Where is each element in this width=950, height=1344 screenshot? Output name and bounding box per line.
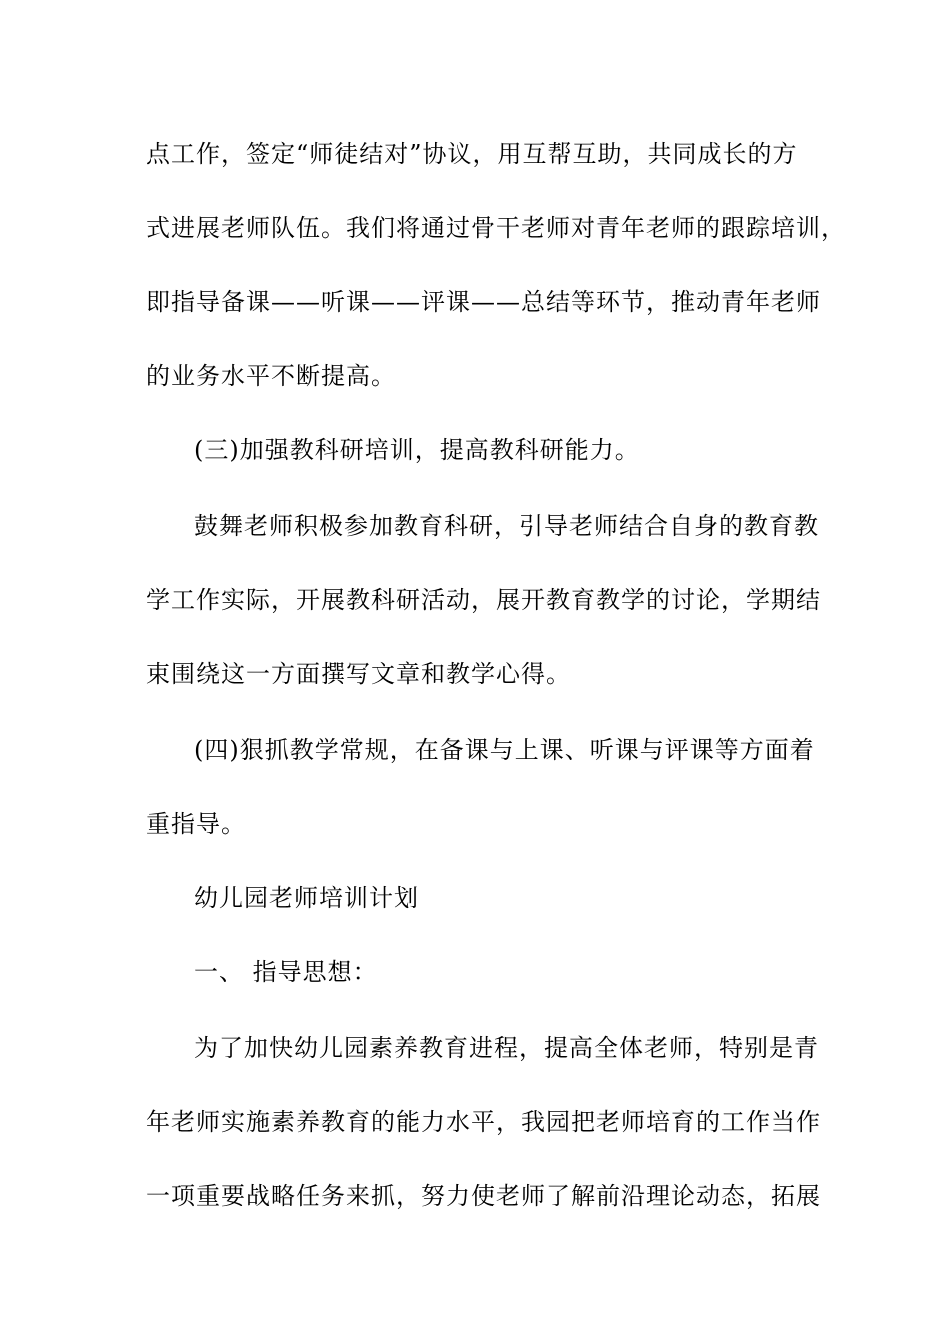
paragraph-line: 为了加快幼儿园素养教育进程，提高全体老师，特别是青 — [194, 1034, 819, 1062]
section-heading: (三)加强教科研培训，提高教科研能力。 — [194, 436, 640, 464]
paragraph-line: 一项重要战略任务来抓，努力使老师了解前沿理论动态，拓展 — [146, 1182, 821, 1210]
paragraph-line: 鼓舞老师积极参加教育科研，引导老师结合自身的教育教 — [194, 512, 819, 540]
section-heading: (四)狠抓教学常规，在备课与上课、听课与评课等方面着 — [194, 736, 815, 764]
paragraph-line: 学工作实际，开展教科研活动，展开教育教学的讨论，学期结 — [146, 586, 821, 614]
paragraph-line: 点工作，签定“师徒结对”协议，用互帮互助，共同成长的方 — [146, 140, 798, 168]
section-heading: 一、 指导思想： — [194, 958, 378, 986]
document-title: 幼儿园老师培训计划 — [194, 884, 419, 912]
paragraph-line: 年老师实施素养教育的能力水平，我园把老师培育的工作当作 — [146, 1108, 821, 1136]
paragraph-line: 重指导。 — [146, 810, 246, 838]
paragraph-line: 式进展老师队伍。我们将通过骨干老师对青年老师的跟踪培训， — [146, 214, 846, 242]
paragraph-line: 束围绕这一方面撰写文章和教学心得。 — [146, 660, 571, 688]
paragraph-line: 的业务水平不断提高。 — [146, 362, 396, 390]
paragraph-line: 即指导备课——听课——评课——总结等环节，推动青年老师 — [146, 288, 821, 316]
